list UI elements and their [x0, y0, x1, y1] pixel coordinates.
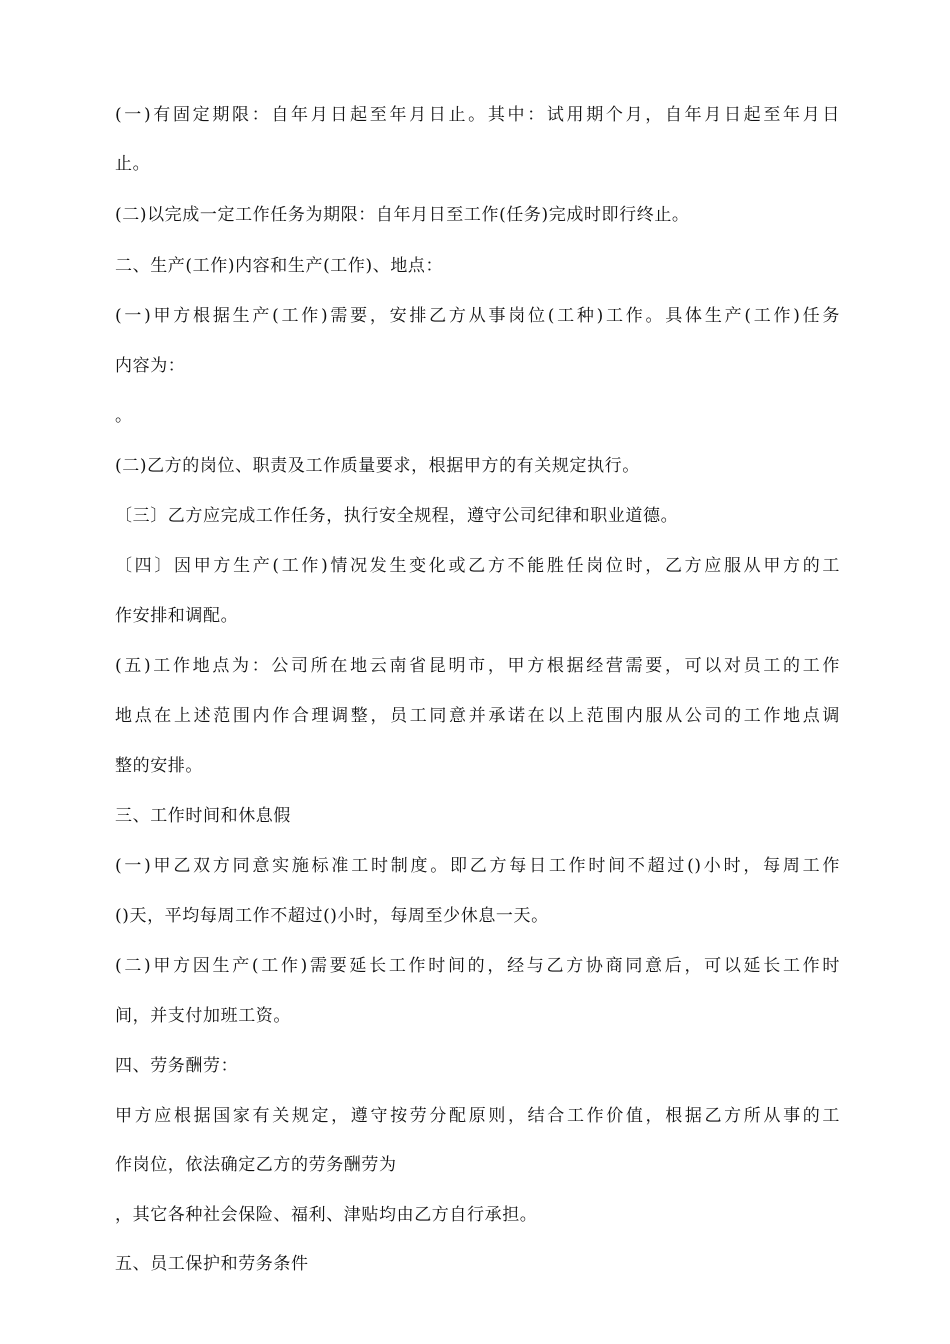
section-heading: 四、劳务酬劳： — [115, 1056, 239, 1076]
text-line: ()天，平均每周工作不超过()小时，每周至少休息一天。 — [115, 906, 549, 926]
section-heading: 二、生产(工作)内容和生产(工作)、地点： — [115, 256, 444, 276]
text-line: 间，并支付加班工资。 — [115, 1006, 291, 1026]
text-line: 内容为： — [115, 356, 186, 376]
text-line: (二)甲方因生产(工作)需要延长工作时间的，经与乙方协商同意后，可以延长工作时 — [115, 956, 840, 976]
text-line: ，其它各种社会保险、福利、津贴均由乙方自行承担。 — [115, 1205, 538, 1225]
text-line: (一)甲方根据生产(工作)需要，安排乙方从事岗位(工种)工作。具体生产(工作)任务 — [115, 306, 840, 326]
text-line: 〔三〕乙方应完成工作任务，执行安全规程，遵守公司纪律和职业道德。 — [115, 506, 679, 526]
text-line: 作安排和调配。 — [115, 606, 239, 626]
text-line: 。 — [115, 406, 133, 426]
text-line: (二)乙方的岗位、职责及工作质量要求，根据甲方的有关规定执行。 — [115, 456, 640, 476]
text-line: 地点在上述范围内作合理调整，员工同意并承诺在以上范围内服从公司的工作地点调 — [115, 706, 840, 726]
text-line: (一)甲乙双方同意实施标准工时制度。即乙方每日工作时间不超过()小时，每周工作 — [115, 856, 840, 876]
text-line: 作岗位，依法确定乙方的劳务酬劳为 — [115, 1155, 397, 1175]
text-line: 止。 — [115, 154, 151, 174]
text-line: 〔四〕因甲方生产(工作)情况发生变化或乙方不能胜任岗位时，乙方应服从甲方的工 — [115, 556, 840, 576]
text-line: (五)工作地点为：公司所在地云南省昆明市，甲方根据经营需要，可以对员工的工作 — [115, 656, 840, 676]
text-line: (一)有固定期限：自年月日起至年月日止。其中：试用期个月，自年月日起至年月日 — [115, 105, 840, 125]
section-heading: 五、员工保护和劳务条件 — [115, 1254, 309, 1274]
text-line: 甲方应根据国家有关规定，遵守按劳分配原则，结合工作价值，根据乙方所从事的工 — [115, 1106, 840, 1126]
text-line: 整的安排。 — [115, 756, 203, 776]
section-heading: 三、工作时间和休息假 — [115, 806, 291, 826]
text-line: (二)以完成一定工作任务为期限：自年月日至工作(任务)完成时即行终止。 — [115, 205, 690, 225]
